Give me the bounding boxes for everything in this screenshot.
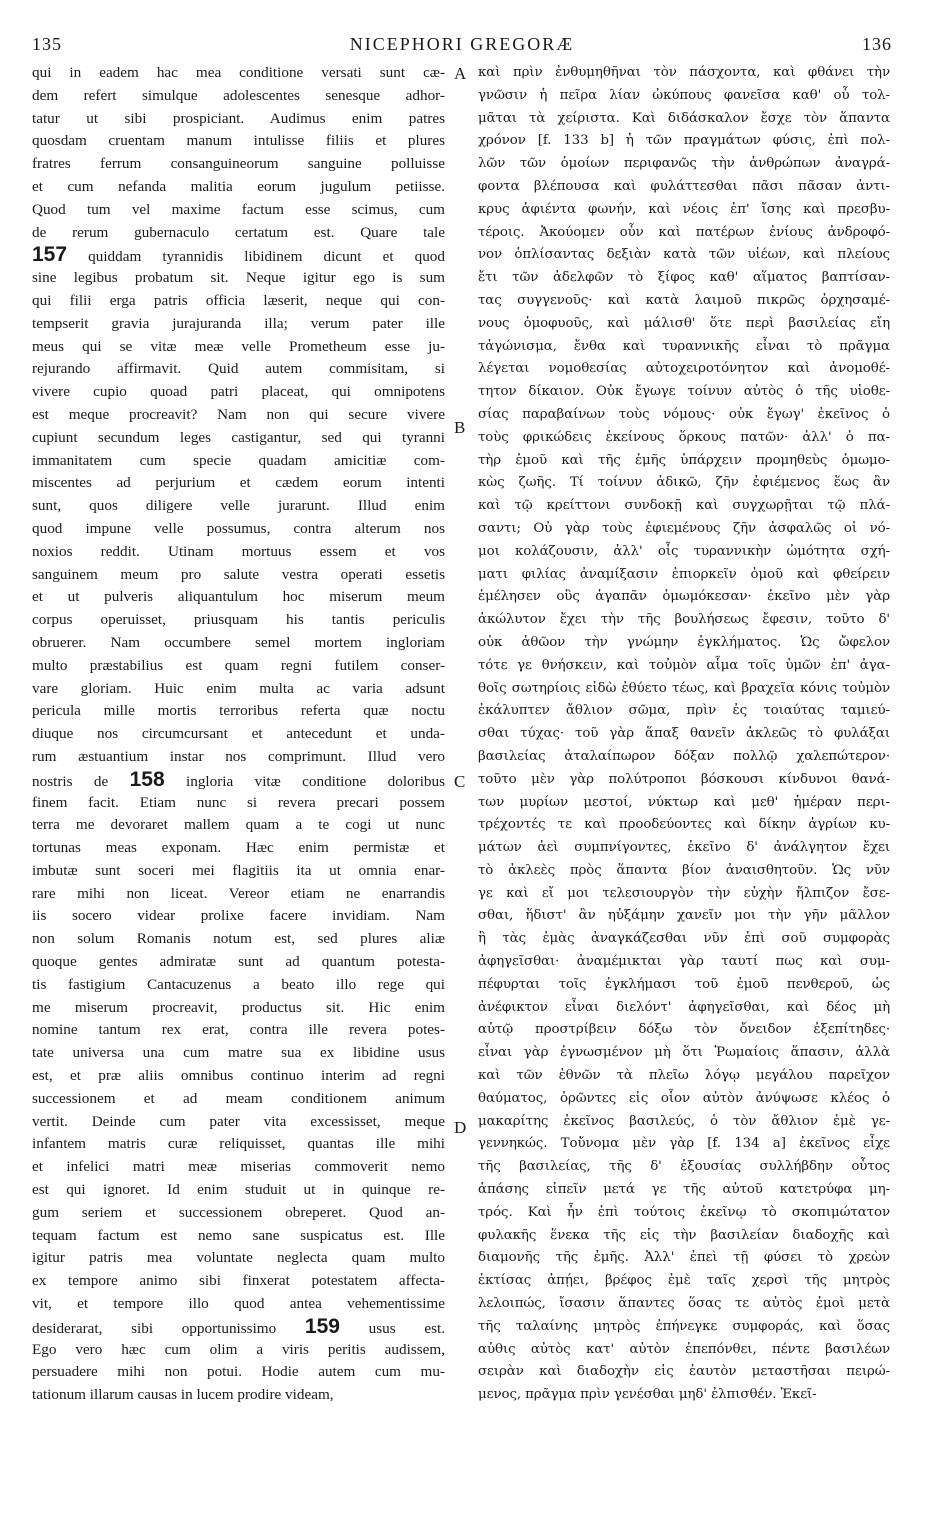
latin-text-line: quoque gentes admiratæ sunt ad quantum potesta-	[32, 953, 445, 971]
greek-text-line: μοι κολάζουσιν, ἀλλ' οἷς τυραννικὴν ὠμότητα σχή-	[478, 543, 890, 559]
greek-text-line: οὐκ ἀθῶον τὴν γνώμην ἐγκλήματος. Ὡς ὤφελον	[478, 634, 890, 650]
greek-text-line: αὐθις αὐτὸς κατ' αὐτὸν ἐπεπόνθει, πέντε βασιλέων	[478, 1341, 890, 1357]
greek-text-line: ἔτι τῶν ἀδελφῶν τὸ ξίφος καθ' αἵματος βαπτίσαν-	[478, 270, 890, 286]
greek-text-line: μάτων ἀεὶ συμπνίγοντες, ἐκεῖνο δ' ἀνάλγητον ἔχει	[478, 840, 890, 856]
greek-text-line: εἶναι γὰρ ἐγνωσμένον μὴ ὅτι Ῥωμαίοις ἅπασιν, ἀλλὰ	[478, 1045, 890, 1061]
greek-text-line: βασιλείας ἀταλαίπωρον δόξαν πολλῷ χαλεπώτερον·	[478, 748, 890, 764]
latin-text-segment: nostris de	[32, 772, 109, 790]
latin-text-line: pericula mille mortis terroribus referta quæ noctu	[32, 702, 445, 720]
greek-text-line: τητον δίκαιον. Οὐκ ἔγωγε τοίνυν αὐτὸς ὁ τῆς υἱοθε-	[478, 384, 890, 400]
greek-text-line: ἐμέλησεν οὓς ἀγαπᾶν ὁμωμόκεσαν· ἐκεῖνο μὲν γὰρ	[478, 589, 890, 605]
latin-text-line: tatur ut sibi prospiciant. Audimus enim patres	[32, 109, 445, 127]
folio-number: 157	[32, 244, 68, 267]
latin-text-line: diuque nos circumcursant et antecedunt et unda-	[32, 725, 445, 743]
latin-text-line: finem facit. Etiam nunc si revera precari possem	[32, 793, 445, 811]
greek-text-line: γε καὶ εἴ μοι τελεσιουργὸν τὴν εὐχὴν ἤλπιζον ἔσε-	[478, 885, 890, 901]
greek-text-line: διαμονῆς τῆς ἐμῆς. Ἀλλ' ἐπεὶ τῇ φύσει τὸ χρεὼν	[478, 1250, 890, 1266]
section-marker-d: D	[454, 1118, 467, 1137]
greek-text-line: νον ὁπλίσαντας δεξιὰν κατὰ τῶν υἱέων, καὶ πλείους	[478, 247, 890, 263]
greek-text-line: φυλακῆς ἕνεκα τῆς εἰς τὴν βασιλείαν διαδοχῆς καὶ	[478, 1227, 890, 1243]
greek-text-line: μᾶται τὰ χείριστα. Καὶ διδάσκαλον ἔσχε τὸν ἅπαντα	[478, 110, 890, 126]
latin-text-line: iis socero videar prolixe facere invidiam. Nam	[32, 907, 445, 925]
latin-text-line: cupiunt secundum leges castigantur, sed qui tyranni	[32, 428, 445, 446]
latin-text-line: multo præstabilius est quam regni futilem conser-	[32, 656, 445, 674]
greek-text-line: τότε γε θνήσκειν, καὶ τοὐμὸν αἷμα τοῖς ὑμῶν ἐπ' ἀγα-	[478, 657, 890, 673]
greek-text-line: των μυρίων μεστοί, νύκτωρ καὶ μεθ' ἡμέραν περι-	[478, 794, 890, 810]
latin-text-line: dem refert simulque adolescentes senesque adhor-	[32, 86, 445, 104]
latin-text-segment: desiderarat, sibi opportunissimo	[32, 1319, 277, 1337]
greek-text-line: ἢ τὰς ἐμὰς ἀναγκάζεσθαι νῦν ἐπὶ σοῦ συμφορὰς	[478, 931, 890, 947]
greek-text-line: κὼς ζωῆς. Τί τοίνυν ἀδικῶ, ζῆν ἐφιέμενος ἕως ἂν	[478, 475, 890, 491]
greek-text-line: ἐκτίσας ἀπῄει, βρέφος ἐμὲ ταῖς χερσὶ τῆς μητρὸς	[478, 1273, 890, 1289]
greek-text-line: τας συγγενοῦς· καὶ κατὰ λαιμοῦ πικρῶς ὀρχησαμέ-	[478, 292, 890, 308]
greek-text-line: σειρὰν καὶ διαδοχὴν εἰς ἑαυτὸν μεταστῆσαι πειρώ-	[478, 1364, 890, 1380]
latin-text-line: miscentes ad perjurium et cædem eorum intenti	[32, 474, 445, 492]
latin-text-line: sanguinem meum pro salute vestra operati essetis	[32, 565, 445, 583]
latin-text-line: Ego vero hæc cum olim a viris peritis audissem,	[32, 1340, 445, 1358]
latin-text-line	[32, 244, 445, 267]
latin-text-line: nomine tantum rex erat, contra ille revera potes-	[32, 1021, 445, 1039]
page-number-right: 136	[862, 34, 892, 54]
greek-text-line: κρυς ἀφιέντα φωνήν, καὶ νέοις ἐπ' ἴσης καὶ πρεσβυ-	[478, 201, 890, 217]
greek-text-line: καὶ πρὶν ἐνθυμηθῆναι τὸν πάσχοντα, καὶ φθάνει τὴν	[478, 65, 890, 80]
greek-text-line: νους ὁμοφυοῦς, καὶ μάλισθ' ὅτε περὶ βασιλείας εἴη	[478, 315, 890, 331]
latin-text-line: rare mihi non liceat. Vereor etiam ne enarrandis	[32, 884, 445, 902]
greek-text-line: σθαι τύχας· τοῦ γὰρ ἅπαξ θανεῖν ἀκλεῶς τὸ φυλάξαι	[478, 726, 890, 742]
greek-text-line: σαντι; Οὐ γὰρ τοὺς ἐφιεμένους ζῆν ἀσφαλῶς οἱ νό-	[478, 520, 890, 536]
greek-text-line: χρόνον [f. 133 b] ἡ τῶν πραγμάτων φύσις, ἐπὶ πολ-	[478, 133, 890, 149]
latin-text-line	[32, 769, 445, 792]
greek-text-line: ματι φιλίας ἀναμίξασιν ἐπιορκεῖν ὁμοῦ καὶ φθείρειν	[478, 566, 890, 582]
latin-text-line: tortunas meas exponam. Hæc enim permistæ et	[32, 839, 445, 857]
greek-text-line: λῶν τῶν ὁμοίων περιφανῶς τὴν ἀνθρώπων ἀναγρά-	[478, 156, 890, 172]
latin-text-line: terra me devoraret mallem quam a te cogi ut nunc	[32, 816, 445, 834]
page-number-left: 135	[32, 34, 62, 54]
greek-text-line: ἐκάλυπτεν ἄθλιον σῶμα, πρὶν ἐς τοιαύτας ταμιεύ-	[478, 703, 890, 719]
latin-text-line: me miserum procreavit, productus sit. Hic enim	[32, 998, 445, 1016]
latin-text-line: et cum nefanda malitia eorum jugulum petiisse.	[32, 177, 445, 195]
latin-text-segment: usus est.	[368, 1319, 445, 1337]
greek-text-line: μενος, πρᾶγμα πρὶν γενέσθαι μηδ' ἐλπισθέν. Ἐκεῖ-	[478, 1387, 817, 1403]
greek-text-line: τῆς ταλαίνης μητρὸς ἐπήνεγκε συμφοράς, καὶ ὅσας	[478, 1318, 890, 1334]
greek-text-line: ἀνέφικτον εἶναι διελόντ' ἀφηγεῖσθαι, καὶ δέος μὴ	[478, 999, 890, 1015]
folio-number: 159	[304, 1315, 340, 1338]
latin-text-line: qui filii erga patris officia læserit, neque qui con-	[32, 291, 445, 309]
latin-text-line: quosdam cruentam manum intulisse filiis et plures	[32, 132, 445, 150]
latin-text-line: vivere cupio quoad patri placeat, qui omnipotens	[32, 383, 445, 401]
latin-text-line: qui in eadem hac mea conditione versati sunt cæ-	[32, 64, 445, 81]
latin-text-line: meus qui se vitæ meæ velle Prometheum esse ju-	[32, 337, 445, 355]
latin-text-line: obruerer. Nam occumbere semel mortem ingloriam	[32, 633, 445, 651]
greek-text-line: ἁπάσης εἰπεῖν μετά γε τῆς αὐτοῦ κατετρύφα μη-	[478, 1182, 890, 1198]
latin-text-line: sunt, quos diligere velle jurarunt. Illud enim	[32, 497, 445, 515]
latin-text-line: vit, et tempore illo quod antea vehementissime	[32, 1295, 445, 1313]
greek-text-line: τοὺς φρικώδεις ἐκείνους ὅρκους πατῶν· ἀλλ' ὁ πα-	[478, 429, 890, 445]
latin-text-line: tis fastigium Cantacuzenus a beato illo rege qui	[32, 975, 445, 993]
latin-text-line: rejurando affirmavit. Quid autem commisitam, si	[32, 360, 445, 378]
greek-text-line: τὴρ ἐμοῦ καὶ τῆς ἐμῆς ὑπάρχειν προμηθεὺς ὁμωμο-	[478, 452, 890, 468]
section-marker-a: A	[454, 64, 467, 83]
latin-text-line: vertit. Deinde cum pater vita excessisset, meque	[32, 1112, 445, 1130]
latin-text-line: Quod tum vel maxime factum esse scimus, cum	[32, 200, 445, 218]
latin-text-line: persuadere mihi non potui. Hodie autem cum mu-	[32, 1363, 445, 1381]
greek-text-line: τέροις. Ἀκούομεν οὖν καὶ πατέρων ἐνίους ἀνδροφό-	[478, 224, 890, 240]
greek-text-line: γνῶσιν ἡ πεῖρα λίαν ὠκύπους φανεῖσα καθ' οὗ τολ-	[478, 87, 890, 103]
greek-column	[478, 62, 890, 1407]
greek-text-line: μακαρίτης ἐκεῖνος βασιλεύς, ὁ τὸν ἄθλιον ἐμὲ γε-	[478, 1113, 890, 1129]
latin-text-line: immanitatem cum specie quadam amicitiæ com-	[32, 451, 445, 469]
latin-text-line: tate universa una cum matre sua ex libidine usus	[32, 1044, 445, 1062]
latin-text-line: non solum Romanis notum est, sed plures aliæ	[32, 930, 445, 948]
greek-text-line: καὶ τῷ κρείττονι συνδοκῇ καὶ συγχωρῇται τῷ πλά-	[478, 498, 890, 514]
latin-text-line: ex tempore animo sibi finxerat potestatem affecta-	[32, 1272, 445, 1290]
greek-text-line: ἀφηγεῖσθαι· ἀναμέμικται γὰρ ταυτί πως καὶ συμ-	[478, 954, 890, 970]
greek-text-line: φοντα βλέπουσα καὶ φυλάττεσθαι πᾶσι πᾶσαν ἀντι-	[478, 178, 890, 194]
latin-text-line: fratres ferrum consanguineorum sanguine polluisse	[32, 155, 445, 173]
greek-text-line: τοῦτο μὲν γὰρ πολύτροποι βόσκουσι κίνδυνοι θανά-	[478, 771, 890, 787]
greek-text-line: σθαι, ἥδιστ' ἂν ηὐξάμην χανεῖν μοι τὴν γῆν μᾶλλον	[478, 908, 890, 924]
greek-text-line: αὐτῷ προστρίβειν δόξω τὸν ὄνειδον ἐξεπίτηδες·	[478, 1022, 890, 1038]
greek-text-line: καὶ τῶν ἐθνῶν τὰ πλεῖω λόγῳ μεγάλου παρεῖχον	[478, 1068, 890, 1084]
latin-text-line: et ut pulveris aliquantulum hoc miserum meum	[32, 588, 445, 606]
latin-text-line: vare gloriam. Huic enim multa ac varia adsunt	[32, 679, 445, 697]
latin-text-line: noxios reddit. Utinam mortuus essem et vos	[32, 542, 445, 560]
greek-text-line: θαύματος, ὁρῶντες εἰς οἷον αὐτὸν ἀνύψωσε κλέος ὁ	[478, 1090, 890, 1106]
running-header	[32, 34, 892, 58]
greek-text-line: λέγεται νομοθεσίας αὐτοχειροτόνητον καὶ ἀνομοθέ-	[478, 361, 890, 377]
greek-text-line: τρέχοντές τε καὶ προοδεύοντες καὶ δίκην ἀγρίων κυ-	[478, 817, 890, 833]
greek-text-line: τρός. Καὶ ἦν ἐπὶ τούτοις ἐκεῖνῳ τὸ σκοπιμώτατον	[478, 1204, 890, 1220]
latin-text-segment: quiddam tyrannidis libidinem dicunt et quod	[88, 248, 445, 266]
latin-text-line: tationum illarum causas in lucem prodire videam,	[32, 1386, 334, 1404]
latin-text-line: et infelici matri meæ miserias commoverit nemo	[32, 1158, 445, 1176]
latin-text-line: infantem matris curæ reliquisset, quantas ille mihi	[32, 1135, 445, 1153]
latin-text-line: de rerum gubernaculo certatum est. Quare tale	[32, 223, 445, 241]
latin-text-line: igitur patris mea voluntate neglecta quam multo	[32, 1249, 445, 1267]
running-title: NICEPHORI GREGORÆ	[349, 34, 575, 54]
latin-text-line: sine legibus probatum sit. Neque igitur ego is sum	[32, 269, 445, 287]
greek-text-line: γεννηκώς. Τοὔνομα μὲν γὰρ [f. 134 a] ἐκεῖνος εἶχε	[478, 1136, 890, 1152]
latin-text-line: gum seriem et successionem obreperet. Quod an-	[32, 1203, 445, 1221]
latin-text-line	[32, 1316, 445, 1339]
greek-text-line: θοῖς σωτηρίοις εἰδὼ ἐθύετο τέως, καὶ βραχεῖα κόνις τοὐμὸν	[478, 680, 890, 696]
greek-text-line: τῆς βασιλείας, τῆς δ' ἐξουσίας συλλήβδην οὗτος	[478, 1159, 890, 1175]
section-marker-b: B	[454, 418, 466, 437]
latin-text-line: tempserit gravia jurajuranda illa; verum pater ille	[32, 314, 445, 332]
latin-text-line: successionem et ad meam conditionem animum	[32, 1089, 445, 1107]
greek-text-line: ἀκώλυτον ἔχει τὴν τῆς βουλήσεως ἔφεσιν, τοῦτο δ'	[478, 612, 890, 628]
section-marker-c: C	[454, 772, 466, 791]
latin-text-line: corpus operuisset, priusquam his tantis periculis	[32, 611, 445, 629]
greek-text-line: λελοιπώς, ἴσασιν ἅπαντες ὅσας τε αὐτὸς ἐμοὶ μετὰ	[478, 1296, 890, 1312]
latin-text-line: imbutæ sunt soceri mei flagitiis ita ut omnia enar-	[32, 861, 445, 879]
latin-text-line: rum æstuantium instar nos comprimunt. Illud vero	[32, 747, 445, 765]
greek-text-line: τὸ ἀκλεὲς πρὸς ἅπαντα βίον ἀναισθητοῦν. Ὡς νῦν	[478, 862, 890, 878]
latin-column	[32, 62, 445, 1407]
greek-text-line: τἀγώνισμα, ἔνθα καὶ τυραννικῆς εἶναι τὸ πρᾶγμα	[478, 338, 890, 354]
greek-text-line: πέφυρται τοῖς ἐγκλήμασι τοῦ ἐμοῦ πενθεροῦ, ὡς	[478, 976, 890, 992]
latin-text-line: est, et præ aliis omnibus continuo interim ad regni	[32, 1067, 445, 1085]
latin-text-line: tequam factum est nemo sane suspicatus est. Ille	[32, 1226, 445, 1244]
greek-text-line: σίας παραβαίνων τοὺς νόμους· οὐκ ἔγωγ' ἐκεῖνος ὁ	[478, 406, 890, 422]
latin-text-line: quod impune velle possumus, contra alterum nos	[32, 519, 445, 537]
latin-text-line: est meque procreavit? Nam non qui secure vivere	[32, 405, 445, 423]
latin-text-line: est qui ignoret. Id enim studuit ut in quinque re-	[32, 1181, 445, 1199]
latin-text-segment: ingloria vitæ conditione doloribus	[186, 772, 445, 790]
folio-number: 158	[129, 768, 165, 791]
